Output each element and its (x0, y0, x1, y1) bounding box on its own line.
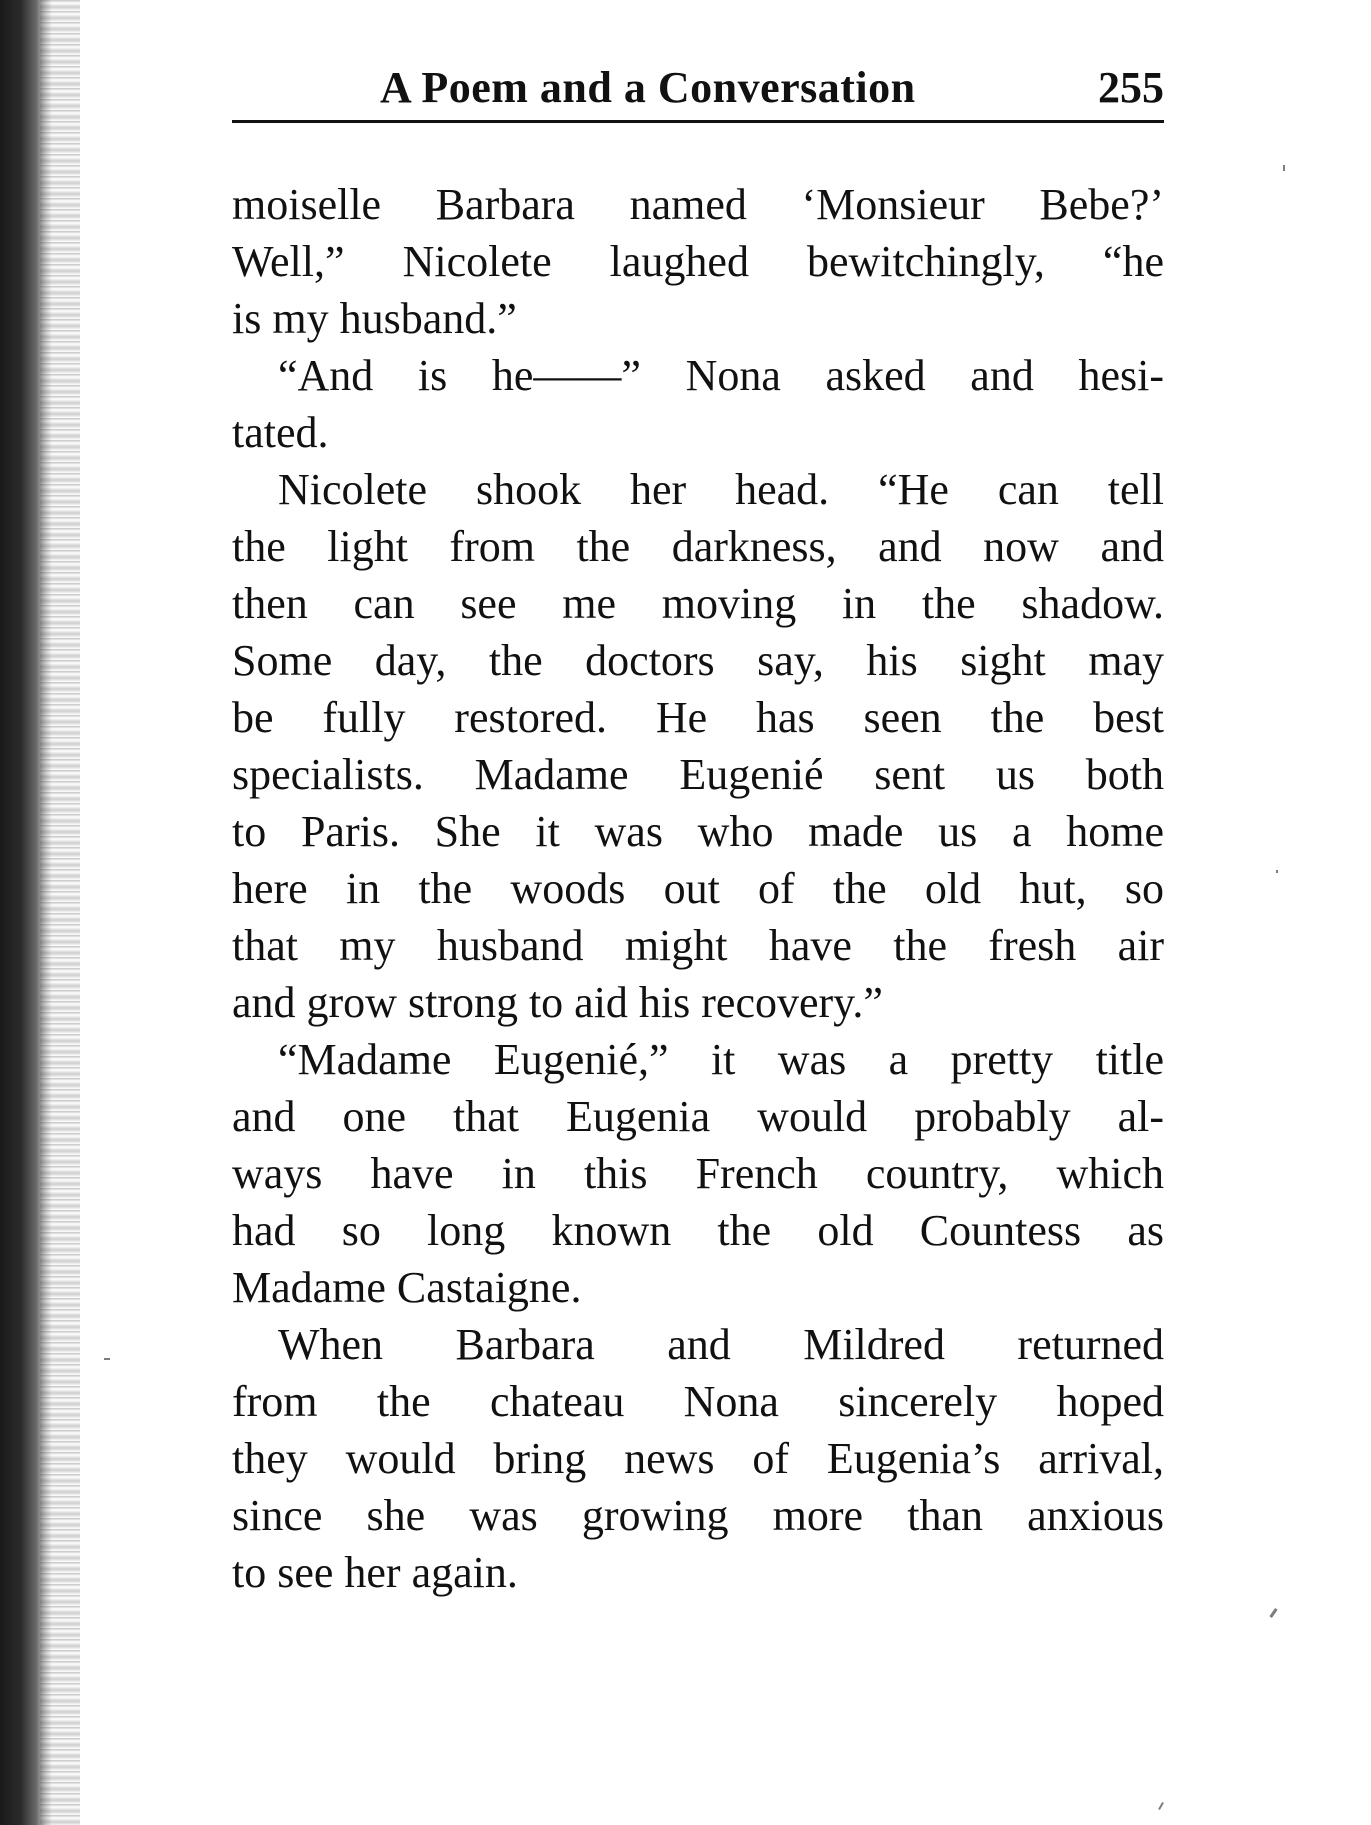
scan-speck (104, 1358, 110, 1360)
page-number: 255 (1098, 63, 1164, 112)
text-line: since she was growing more than anxious (232, 1491, 1164, 1540)
page-binding-shadow (0, 0, 52, 1825)
text-line: here in the woods out of the old hut, so (232, 864, 1164, 913)
text-line: the light from the darkness, and now and (232, 522, 1164, 571)
scan-speck (1276, 870, 1278, 873)
text-line: to Paris. She it was who made us a home (232, 807, 1164, 856)
text-line: ways have in this French country, which (232, 1149, 1164, 1198)
text-line: to see her again. (232, 1548, 518, 1597)
text-line: tated. (232, 408, 329, 457)
text-line: “And is he——” Nona asked and hesi- (278, 351, 1164, 400)
page-header (232, 62, 1164, 123)
text-line: then can see me moving in the shadow. (232, 579, 1164, 628)
text-line: be fully restored. He has seen the best (232, 693, 1164, 742)
paragraph-1 (232, 176, 1164, 347)
body-text (232, 176, 1164, 1601)
running-head: A Poem and a Conversation (380, 63, 916, 112)
text-line: and one that Eugenia would probably al- (232, 1092, 1164, 1141)
text-line: Madame Castaigne. (232, 1263, 582, 1312)
text-line: Well,” Nicolete laughed bewitchingly, “he (232, 237, 1164, 286)
text-line: “Madame Eugenié,” it was a pretty title (278, 1035, 1164, 1084)
scan-speck (1269, 1608, 1277, 1618)
text-line: specialists. Madame Eugenié sent us both (232, 750, 1164, 799)
text-line: Nicolete shook her head. “He can tell (278, 465, 1164, 514)
paragraph-3 (232, 461, 1164, 1031)
text-line: When Barbara and Mildred returned (278, 1320, 1164, 1369)
text-line: had so long known the old Countess as (232, 1206, 1164, 1255)
paragraph-4 (232, 1031, 1164, 1316)
text-line: that my husband might have the fresh air (232, 921, 1164, 970)
text-line: they would bring news of Eugenia’s arrival, (232, 1434, 1164, 1483)
text-line: moiselle Barbara named ‘Monsieur Bebe?’ (232, 180, 1164, 229)
text-line: Some day, the doctors say, his sight may (232, 636, 1164, 685)
scan-speck (1158, 1802, 1164, 1810)
text-line: from the chateau Nona sincerely hoped (232, 1377, 1164, 1426)
paragraph-5 (232, 1316, 1164, 1601)
paragraph-2 (232, 347, 1164, 461)
scan-speck (1283, 165, 1285, 171)
text-line: and grow strong to aid his recovery.” (232, 978, 883, 1027)
text-line: is my husband.” (232, 294, 517, 343)
